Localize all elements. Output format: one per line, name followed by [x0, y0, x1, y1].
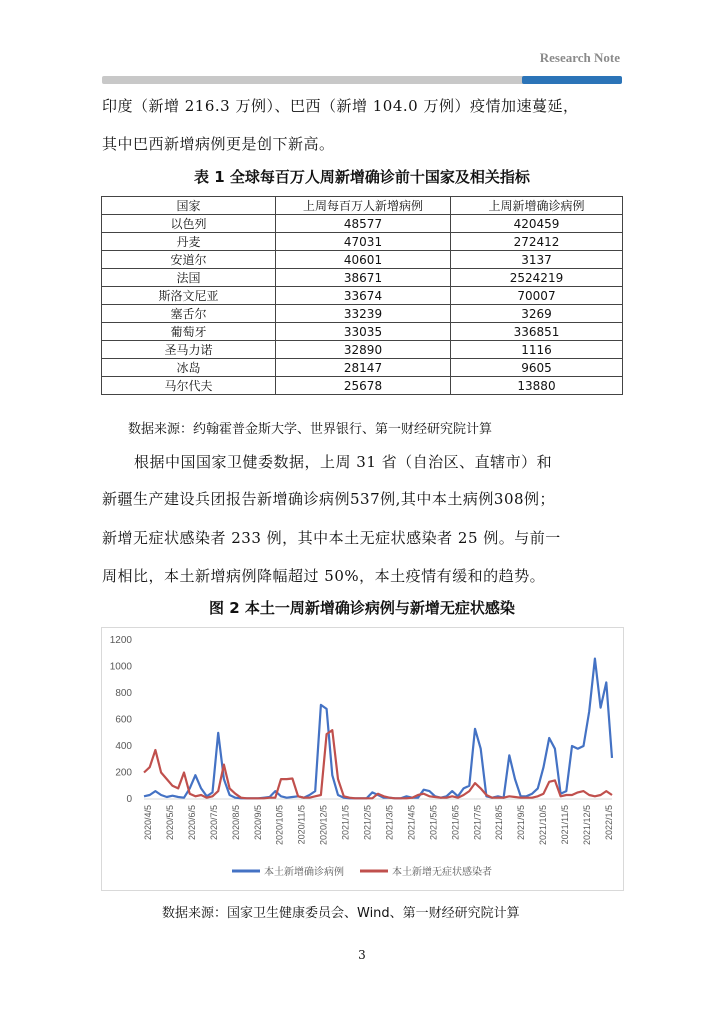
x-tick-label: 2021/7/5 — [472, 805, 483, 841]
table-source: 数据来源：约翰霍普金斯大学、世界银行、第一财经研究院计算 — [128, 422, 493, 437]
cell-country: 以色列 — [102, 215, 276, 233]
table-row — [102, 359, 623, 377]
x-tick-label: 2020/11/5 — [296, 805, 307, 845]
y-tick-label: 800 — [115, 688, 132, 699]
table-row — [102, 323, 623, 341]
x-tick-label: 2021/10/5 — [538, 805, 549, 846]
series-line-confirmed — [144, 659, 612, 799]
cell-per-million: 28147 — [276, 359, 451, 377]
y-tick-label: 1000 — [109, 661, 132, 673]
cell-country: 冰岛 — [102, 359, 276, 377]
table-title: 表 1 全球每百万人周新增确诊前十国家及相关指标 — [194, 168, 530, 186]
cell-per-million: 38671 — [276, 269, 451, 287]
page-number: 3 — [358, 948, 366, 962]
line-chart — [102, 628, 623, 890]
cell-country: 马尔代夫 — [102, 377, 276, 395]
line-chart-frame — [101, 627, 624, 891]
cell-per-million: 33035 — [276, 323, 451, 341]
figure-source: 数据来源：国家卫生健康委员会、Wind、第一财经研究院计算 — [162, 906, 520, 921]
table-row — [102, 341, 623, 359]
body-line-4: 周相比，本土新增病例降幅超过 50%，本土疫情有缓和的趋势。 — [102, 567, 546, 585]
body-line-3: 新增无症状感染者 233 例，其中本土无症状感染者 25 例。与前一 — [102, 529, 561, 547]
cell-country: 葡萄牙 — [102, 323, 276, 341]
body-line-1: 根据中国国家卫健委数据，上周 31 省（自治区、直辖市）和 — [134, 453, 553, 471]
x-tick-label: 2021/2/5 — [362, 805, 373, 841]
column-header-new-cases: 上周新增确诊病例 — [451, 197, 623, 215]
table-row — [102, 269, 623, 287]
x-tick-label: 2020/9/5 — [252, 805, 263, 841]
x-tick-label: 2020/7/5 — [208, 805, 219, 841]
cell-new-cases: 3137 — [451, 251, 623, 269]
figure-title: 图 2 本土一周新增确诊病例与新增无症状感染 — [209, 599, 515, 617]
cell-country: 丹麦 — [102, 233, 276, 251]
cell-new-cases: 70007 — [451, 287, 623, 305]
cell-per-million: 32890 — [276, 341, 451, 359]
x-tick-label: 2021/3/5 — [384, 805, 395, 841]
x-tick-label: 2021/4/5 — [406, 805, 417, 841]
x-tick-label: 2022/1/5 — [603, 805, 614, 841]
x-tick-label: 2020/10/5 — [274, 805, 285, 846]
x-tick-label: 2020/6/5 — [186, 805, 197, 841]
x-tick-label: 2020/4/5 — [143, 805, 153, 841]
y-tick-label: 200 — [115, 767, 132, 779]
table-row — [102, 305, 623, 323]
intro-line-1: 印度（新增 216.3 万例）、巴西（新增 104.0 万例）疫情加速蔓延， — [102, 97, 579, 115]
table-header-row — [102, 197, 623, 215]
body-line-2: 新疆生产建设兵团报告新增确诊病例537例,其中本土病例308例； — [102, 490, 556, 508]
cell-new-cases: 9605 — [451, 359, 623, 377]
table-row — [102, 377, 623, 395]
cell-new-cases: 1116 — [451, 341, 623, 359]
x-tick-label: 2021/5/5 — [428, 805, 439, 841]
cell-per-million: 33239 — [276, 305, 451, 323]
cell-country: 圣马力诺 — [102, 341, 276, 359]
x-tick-label: 2021/9/5 — [516, 805, 527, 841]
cell-new-cases: 2524219 — [451, 269, 623, 287]
table-row — [102, 215, 623, 233]
x-tick-label: 2021/12/5 — [582, 805, 593, 846]
table-row — [102, 287, 623, 305]
cell-country: 安道尔 — [102, 251, 276, 269]
cell-per-million: 47031 — [276, 233, 451, 251]
cell-country: 塞舌尔 — [102, 305, 276, 323]
legend-label-asymptomatic: 本土新增无症状感染者 — [392, 867, 492, 878]
cell-per-million: 48577 — [276, 215, 451, 233]
x-tick-label: 2020/5/5 — [164, 805, 175, 841]
cell-per-million: 33674 — [276, 287, 451, 305]
y-tick-label: 600 — [115, 714, 132, 726]
header-divider-blue — [522, 76, 622, 84]
intro-line-2: 其中巴西新增病例更是创下新高。 — [102, 135, 335, 153]
cell-new-cases: 272412 — [451, 233, 623, 251]
x-tick-label: 2021/1/5 — [340, 805, 351, 841]
x-tick-label: 2020/8/5 — [230, 805, 241, 841]
x-tick-label: 2021/6/5 — [450, 805, 461, 841]
table-row — [102, 251, 623, 269]
research-note-label: Research Note — [539, 50, 620, 65]
column-header-per-million: 上周每百万人新增病例 — [276, 197, 451, 215]
x-tick-label: 2020/12/5 — [318, 805, 329, 846]
cell-new-cases: 336851 — [451, 323, 623, 341]
column-header-country: 国家 — [102, 197, 276, 215]
y-tick-label: 400 — [115, 741, 132, 752]
cell-new-cases: 3269 — [451, 305, 623, 323]
country-table — [101, 196, 623, 395]
cell-country: 法国 — [102, 269, 276, 287]
legend-label-confirmed: 本土新增确诊病例 — [264, 867, 344, 878]
cell-new-cases: 420459 — [451, 215, 623, 233]
y-tick-label: 0 — [126, 794, 132, 805]
cell-per-million: 25678 — [276, 377, 451, 395]
y-tick-label: 1200 — [109, 635, 132, 646]
x-tick-label: 2021/11/5 — [560, 805, 571, 845]
cell-per-million: 40601 — [276, 251, 451, 269]
table-row — [102, 233, 623, 251]
x-tick-label: 2021/8/5 — [494, 805, 505, 841]
cell-country: 斯洛文尼亚 — [102, 287, 276, 305]
cell-new-cases: 13880 — [451, 377, 623, 395]
